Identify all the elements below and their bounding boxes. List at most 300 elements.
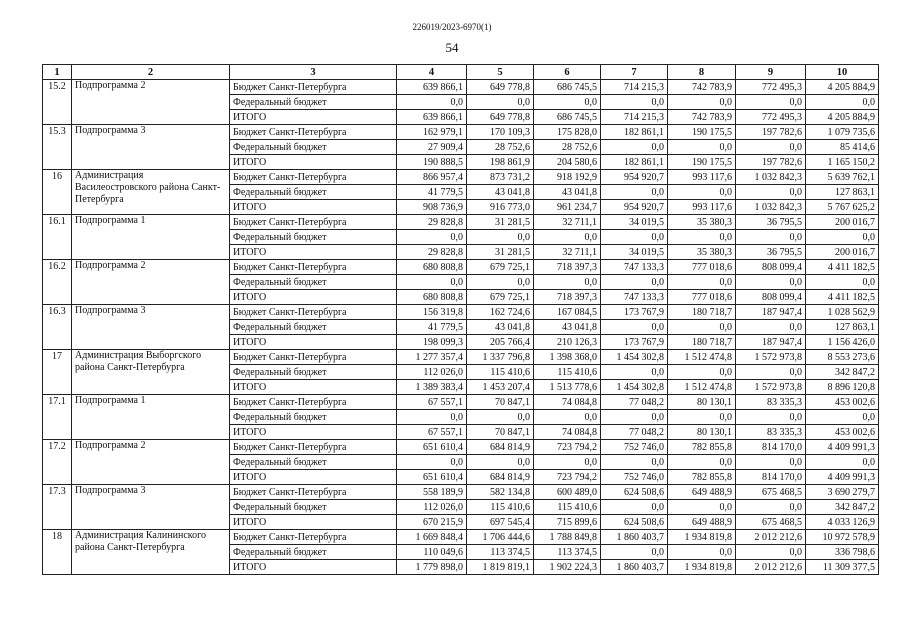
amount-cell: 0,0 [736,275,806,290]
program-name-cell: Подпрограмма 1 [72,395,230,440]
program-name-cell: Подпрограмма 2 [72,80,230,125]
funding-source-cell: Бюджет Санкт-Петербурга [230,485,397,500]
amount-cell: 1 706 444,6 [467,530,534,545]
amount-cell: 31 281,5 [467,215,534,230]
funding-source-cell: ИТОГО [230,425,397,440]
amount-cell: 8 553 273,6 [806,350,879,365]
amount-cell: 80 130,1 [668,395,736,410]
amount-cell: 43 041,8 [467,320,534,335]
row-number-cell: 16 [43,170,72,215]
table-row [43,125,879,140]
amount-cell: 679 725,1 [467,260,534,275]
amount-cell: 0,0 [806,275,879,290]
amount-cell: 41 779,5 [397,185,467,200]
amount-cell: 1 156 426,0 [806,335,879,350]
page-number: 54 [445,40,459,55]
amount-cell: 742 783,9 [668,80,736,95]
amount-cell: 624 508,6 [601,485,668,500]
row-number-cell: 15.2 [43,80,72,125]
amount-cell: 112 026,0 [397,500,467,515]
program-name-cell: Администрация Василеостровского района Санкт-Петербурга [72,170,230,215]
amount-cell: 1 512 474,8 [668,380,736,395]
amount-cell: 680 808,8 [397,260,467,275]
amount-cell: 187 947,4 [736,335,806,350]
amount-cell: 0,0 [397,275,467,290]
amount-cell: 752 746,0 [601,440,668,455]
amount-cell: 777 018,6 [668,290,736,305]
amount-cell: 198 099,3 [397,335,467,350]
amount-cell: 0,0 [736,365,806,380]
table-row [43,395,879,410]
amount-cell: 0,0 [668,410,736,425]
funding-source-cell: Федеральный бюджет [230,275,397,290]
amount-cell: 873 731,2 [467,170,534,185]
amount-cell: 1 669 848,4 [397,530,467,545]
funding-source-cell: Бюджет Санкт-Петербурга [230,350,397,365]
table-row [43,350,879,365]
amount-cell: 180 718,7 [668,335,736,350]
amount-cell: 34 019,5 [601,245,668,260]
amount-cell: 1 389 383,4 [397,380,467,395]
amount-cell: 961 234,7 [534,200,601,215]
amount-cell: 197 782,6 [736,125,806,140]
amount-cell: 0,0 [668,230,736,245]
amount-cell: 175 828,0 [534,125,601,140]
amount-cell: 772 495,3 [736,110,806,125]
amount-cell: 1 572 973,8 [736,380,806,395]
amount-cell: 67 557,1 [397,425,467,440]
amount-cell: 113 374,5 [467,545,534,560]
amount-cell: 649 778,8 [467,110,534,125]
amount-cell: 0,0 [668,95,736,110]
funding-source-cell: ИТОГО [230,110,397,125]
amount-cell: 28 752,6 [467,140,534,155]
amount-cell: 0,0 [467,455,534,470]
amount-cell: 115 410,6 [534,365,601,380]
program-name-cell: Подпрограмма 3 [72,305,230,350]
amount-cell: 777 018,6 [668,260,736,275]
amount-cell: 453 002,6 [806,395,879,410]
amount-cell: 582 134,8 [467,485,534,500]
amount-cell: 686 745,5 [534,110,601,125]
funding-source-cell: ИТОГО [230,335,397,350]
amount-cell: 110 049,6 [397,545,467,560]
amount-cell: 204 580,6 [534,155,601,170]
amount-cell: 0,0 [736,185,806,200]
amount-cell: 808 099,4 [736,290,806,305]
amount-cell: 112 026,0 [397,365,467,380]
amount-cell: 639 866,1 [397,80,467,95]
amount-cell: 0,0 [601,455,668,470]
amount-cell: 43 041,8 [534,320,601,335]
amount-cell: 70 847,1 [467,425,534,440]
amount-cell: 0,0 [534,230,601,245]
amount-cell: 0,0 [668,500,736,515]
table-row [43,260,879,275]
amount-cell: 0,0 [601,95,668,110]
funding-source-cell: Бюджет Санкт-Петербурга [230,530,397,545]
amount-cell: 1 513 778,6 [534,380,601,395]
column-header: 9 [736,65,806,80]
amount-cell: 697 545,4 [467,515,534,530]
amount-cell: 1 079 735,6 [806,125,879,140]
amount-cell: 752 746,0 [601,470,668,485]
amount-cell: 639 866,1 [397,110,467,125]
column-header: 1 [43,65,72,80]
amount-cell: 772 495,3 [736,80,806,95]
table-row [43,440,879,455]
amount-cell: 0,0 [736,545,806,560]
amount-cell: 0,0 [736,500,806,515]
amount-cell: 29 828,8 [397,215,467,230]
amount-cell: 115 410,6 [467,500,534,515]
amount-cell: 187 947,4 [736,305,806,320]
amount-cell: 0,0 [397,230,467,245]
funding-source-cell: Бюджет Санкт-Петербурга [230,440,397,455]
amount-cell: 649 488,9 [668,515,736,530]
amount-cell: 0,0 [601,185,668,200]
amount-cell: 0,0 [736,455,806,470]
amount-cell: 162 979,1 [397,125,467,140]
amount-cell: 747 133,3 [601,290,668,305]
amount-cell: 680 808,8 [397,290,467,305]
column-header: 3 [230,65,397,80]
funding-source-cell: ИТОГО [230,560,397,575]
amount-cell: 190 175,5 [668,125,736,140]
amount-cell: 1 032 842,3 [736,200,806,215]
funding-source-cell: Бюджет Санкт-Петербурга [230,305,397,320]
amount-cell: 28 752,6 [534,140,601,155]
amount-cell: 4 205 884,9 [806,110,879,125]
amount-cell: 205 766,4 [467,335,534,350]
amount-cell: 684 814,9 [467,470,534,485]
amount-cell: 74 084,8 [534,425,601,440]
table-row [43,305,879,320]
amount-cell: 10 972 578,9 [806,530,879,545]
amount-cell: 4 409 991,3 [806,470,879,485]
amount-cell: 210 126,3 [534,335,601,350]
funding-source-cell: ИТОГО [230,245,397,260]
funding-source-cell: Федеральный бюджет [230,545,397,560]
amount-cell: 115 410,6 [534,500,601,515]
funding-source-cell: ИТОГО [230,155,397,170]
amount-cell: 684 814,9 [467,440,534,455]
row-number-cell: 16.3 [43,305,72,350]
amount-cell: 954 920,7 [601,170,668,185]
amount-cell: 29 828,8 [397,245,467,260]
amount-cell: 3 690 279,7 [806,485,879,500]
funding-source-cell: Федеральный бюджет [230,230,397,245]
amount-cell: 993 117,6 [668,170,736,185]
amount-cell: 83 335,3 [736,425,806,440]
amount-cell: 0,0 [601,545,668,560]
amount-cell: 0,0 [668,455,736,470]
amount-cell: 190 888,5 [397,155,467,170]
column-header: 8 [668,65,736,80]
row-number-cell: 17.2 [43,440,72,485]
amount-cell: 35 380,3 [668,245,736,260]
funding-source-cell: Бюджет Санкт-Петербурга [230,215,397,230]
amount-cell: 41 779,5 [397,320,467,335]
amount-cell: 27 909,4 [397,140,467,155]
funding-source-cell: Федеральный бюджет [230,455,397,470]
amount-cell: 0,0 [668,275,736,290]
amount-cell: 70 847,1 [467,395,534,410]
amount-cell: 0,0 [668,185,736,200]
funding-source-cell: Бюджет Санкт-Петербурга [230,395,397,410]
amount-cell: 993 117,6 [668,200,736,215]
amount-cell: 0,0 [601,410,668,425]
budget-table [42,64,879,575]
amount-cell: 80 130,1 [668,425,736,440]
table-row [43,485,879,500]
funding-source-cell: Бюджет Санкт-Петербурга [230,170,397,185]
program-name-cell: Подпрограмма 3 [72,485,230,530]
table-body [43,80,879,575]
amount-cell: 0,0 [668,320,736,335]
amount-cell: 0,0 [397,95,467,110]
amount-cell: 173 767,9 [601,335,668,350]
amount-cell: 908 736,9 [397,200,467,215]
amount-cell: 723 794,2 [534,440,601,455]
amount-cell: 342 847,2 [806,365,879,380]
amount-cell: 1 277 357,4 [397,350,467,365]
program-name-cell: Подпрограмма 2 [72,260,230,305]
funding-source-cell: Федеральный бюджет [230,140,397,155]
amount-cell: 43 041,8 [467,185,534,200]
amount-cell: 918 192,9 [534,170,601,185]
amount-cell: 77 048,2 [601,425,668,440]
row-number-cell: 17.3 [43,485,72,530]
amount-cell: 1 788 849,8 [534,530,601,545]
amount-cell: 200 016,7 [806,245,879,260]
amount-cell: 180 718,7 [668,305,736,320]
amount-cell: 0,0 [467,275,534,290]
amount-cell: 1 453 207,4 [467,380,534,395]
amount-cell: 675 468,5 [736,515,806,530]
amount-cell: 0,0 [806,455,879,470]
amount-cell: 649 778,8 [467,80,534,95]
amount-cell: 651 610,4 [397,440,467,455]
amount-cell: 651 610,4 [397,470,467,485]
amount-cell: 74 084,8 [534,395,601,410]
column-header: 10 [806,65,879,80]
amount-cell: 0,0 [534,275,601,290]
amount-cell: 2 012 212,6 [736,530,806,545]
column-header: 7 [601,65,668,80]
amount-cell: 170 109,3 [467,125,534,140]
amount-cell: 0,0 [668,140,736,155]
amount-cell: 8 896 120,8 [806,380,879,395]
table-row [43,170,879,185]
amount-cell: 200 016,7 [806,215,879,230]
amount-cell: 127 863,1 [806,185,879,200]
row-number-cell: 16.1 [43,215,72,260]
document-code: 226019/2023-6970(1) [412,22,492,32]
amount-cell: 0,0 [467,95,534,110]
amount-cell: 0,0 [736,410,806,425]
amount-cell: 4 411 182,5 [806,290,879,305]
amount-cell: 1 572 973,8 [736,350,806,365]
amount-cell: 0,0 [601,230,668,245]
amount-cell: 0,0 [534,95,601,110]
program-name-cell: Администрация Калининского района Санкт-Петербурга [72,530,230,575]
amount-cell: 5 639 762,1 [806,170,879,185]
amount-cell: 35 380,3 [668,215,736,230]
amount-cell: 1 454 302,8 [601,350,668,365]
amount-cell: 0,0 [601,365,668,380]
amount-cell: 624 508,6 [601,515,668,530]
amount-cell: 36 795,5 [736,215,806,230]
amount-cell: 714 215,3 [601,110,668,125]
amount-cell: 0,0 [397,455,467,470]
amount-cell: 0,0 [397,410,467,425]
amount-cell: 0,0 [467,230,534,245]
amount-cell: 1 902 224,3 [534,560,601,575]
amount-cell: 0,0 [736,320,806,335]
row-number-cell: 16.2 [43,260,72,305]
amount-cell: 714 215,3 [601,80,668,95]
table-row [43,530,879,545]
program-name-cell: Подпрограмма 1 [72,215,230,260]
amount-cell: 0,0 [601,275,668,290]
amount-cell: 34 019,5 [601,215,668,230]
funding-source-cell: Федеральный бюджет [230,185,397,200]
amount-cell: 115 410,6 [467,365,534,380]
amount-cell: 11 309 377,5 [806,560,879,575]
amount-cell: 190 175,5 [668,155,736,170]
amount-cell: 723 794,2 [534,470,601,485]
amount-cell: 197 782,6 [736,155,806,170]
amount-cell: 558 189,9 [397,485,467,500]
funding-source-cell: Бюджет Санкт-Петербурга [230,260,397,275]
amount-cell: 1 934 819,8 [668,560,736,575]
amount-cell: 156 319,8 [397,305,467,320]
amount-cell: 342 847,2 [806,500,879,515]
amount-cell: 1 779 898,0 [397,560,467,575]
amount-cell: 162 724,6 [467,305,534,320]
amount-cell: 0,0 [467,410,534,425]
amount-cell: 5 767 625,2 [806,200,879,215]
row-number-cell: 15.3 [43,125,72,170]
amount-cell: 0,0 [736,140,806,155]
row-number-cell: 17.1 [43,395,72,440]
amount-cell: 453 002,6 [806,425,879,440]
program-name-cell: Подпрограмма 3 [72,125,230,170]
amount-cell: 1 860 403,7 [601,560,668,575]
amount-cell: 0,0 [736,230,806,245]
amount-cell: 954 920,7 [601,200,668,215]
amount-cell: 182 861,1 [601,125,668,140]
column-header: 5 [467,65,534,80]
row-number-cell: 18 [43,530,72,575]
amount-cell: 0,0 [534,455,601,470]
funding-source-cell: ИТОГО [230,200,397,215]
funding-source-cell: Федеральный бюджет [230,365,397,380]
amount-cell: 4 205 884,9 [806,80,879,95]
funding-source-cell: Федеральный бюджет [230,500,397,515]
amount-cell: 916 773,0 [467,200,534,215]
amount-cell: 670 215,9 [397,515,467,530]
amount-cell: 679 725,1 [467,290,534,305]
amount-cell: 747 133,3 [601,260,668,275]
amount-cell: 173 767,9 [601,305,668,320]
amount-cell: 718 397,3 [534,290,601,305]
amount-cell: 686 745,5 [534,80,601,95]
header-row [43,65,879,80]
amount-cell: 0,0 [601,140,668,155]
amount-cell: 4 411 182,5 [806,260,879,275]
amount-cell: 32 711,1 [534,215,601,230]
amount-cell: 0,0 [806,410,879,425]
funding-source-cell: Бюджет Санкт-Петербурга [230,80,397,95]
amount-cell: 782 855,8 [668,440,736,455]
amount-cell: 866 957,4 [397,170,467,185]
amount-cell: 1 819 819,1 [467,560,534,575]
amount-cell: 649 488,9 [668,485,736,500]
column-header: 4 [397,65,467,80]
table-row [43,215,879,230]
amount-cell: 1 398 368,0 [534,350,601,365]
table-row [43,80,879,95]
amount-cell: 0,0 [534,410,601,425]
amount-cell: 83 335,3 [736,395,806,410]
amount-cell: 4 409 991,3 [806,440,879,455]
amount-cell: 4 033 126,9 [806,515,879,530]
amount-cell: 808 099,4 [736,260,806,275]
amount-cell: 1 860 403,7 [601,530,668,545]
amount-cell: 113 374,5 [534,545,601,560]
funding-source-cell: ИТОГО [230,380,397,395]
amount-cell: 1 337 796,8 [467,350,534,365]
funding-source-cell: Федеральный бюджет [230,320,397,335]
amount-cell: 715 899,6 [534,515,601,530]
funding-source-cell: ИТОГО [230,470,397,485]
funding-source-cell: Федеральный бюджет [230,410,397,425]
amount-cell: 32 711,1 [534,245,601,260]
amount-cell: 718 397,3 [534,260,601,275]
amount-cell: 600 489,0 [534,485,601,500]
amount-cell: 36 795,5 [736,245,806,260]
amount-cell: 43 041,8 [534,185,601,200]
amount-cell: 198 861,9 [467,155,534,170]
amount-cell: 814 170,0 [736,440,806,455]
amount-cell: 1 454 302,8 [601,380,668,395]
table-header [43,65,879,80]
amount-cell: 167 084,5 [534,305,601,320]
amount-cell: 1 032 842,3 [736,170,806,185]
amount-cell: 182 861,1 [601,155,668,170]
amount-cell: 0,0 [806,230,879,245]
amount-cell: 67 557,1 [397,395,467,410]
amount-cell: 2 012 212,6 [736,560,806,575]
amount-cell: 1 028 562,9 [806,305,879,320]
amount-cell: 1 165 150,2 [806,155,879,170]
amount-cell: 1 512 474,8 [668,350,736,365]
funding-source-cell: ИТОГО [230,515,397,530]
row-number-cell: 17 [43,350,72,395]
amount-cell: 814 170,0 [736,470,806,485]
amount-cell: 0,0 [601,320,668,335]
funding-source-cell: ИТОГО [230,290,397,305]
amount-cell: 85 414,6 [806,140,879,155]
amount-cell: 77 048,2 [601,395,668,410]
amount-cell: 0,0 [601,500,668,515]
amount-cell: 0,0 [668,365,736,380]
amount-cell: 0,0 [806,95,879,110]
program-name-cell: Подпрограмма 2 [72,440,230,485]
amount-cell: 1 934 819,8 [668,530,736,545]
